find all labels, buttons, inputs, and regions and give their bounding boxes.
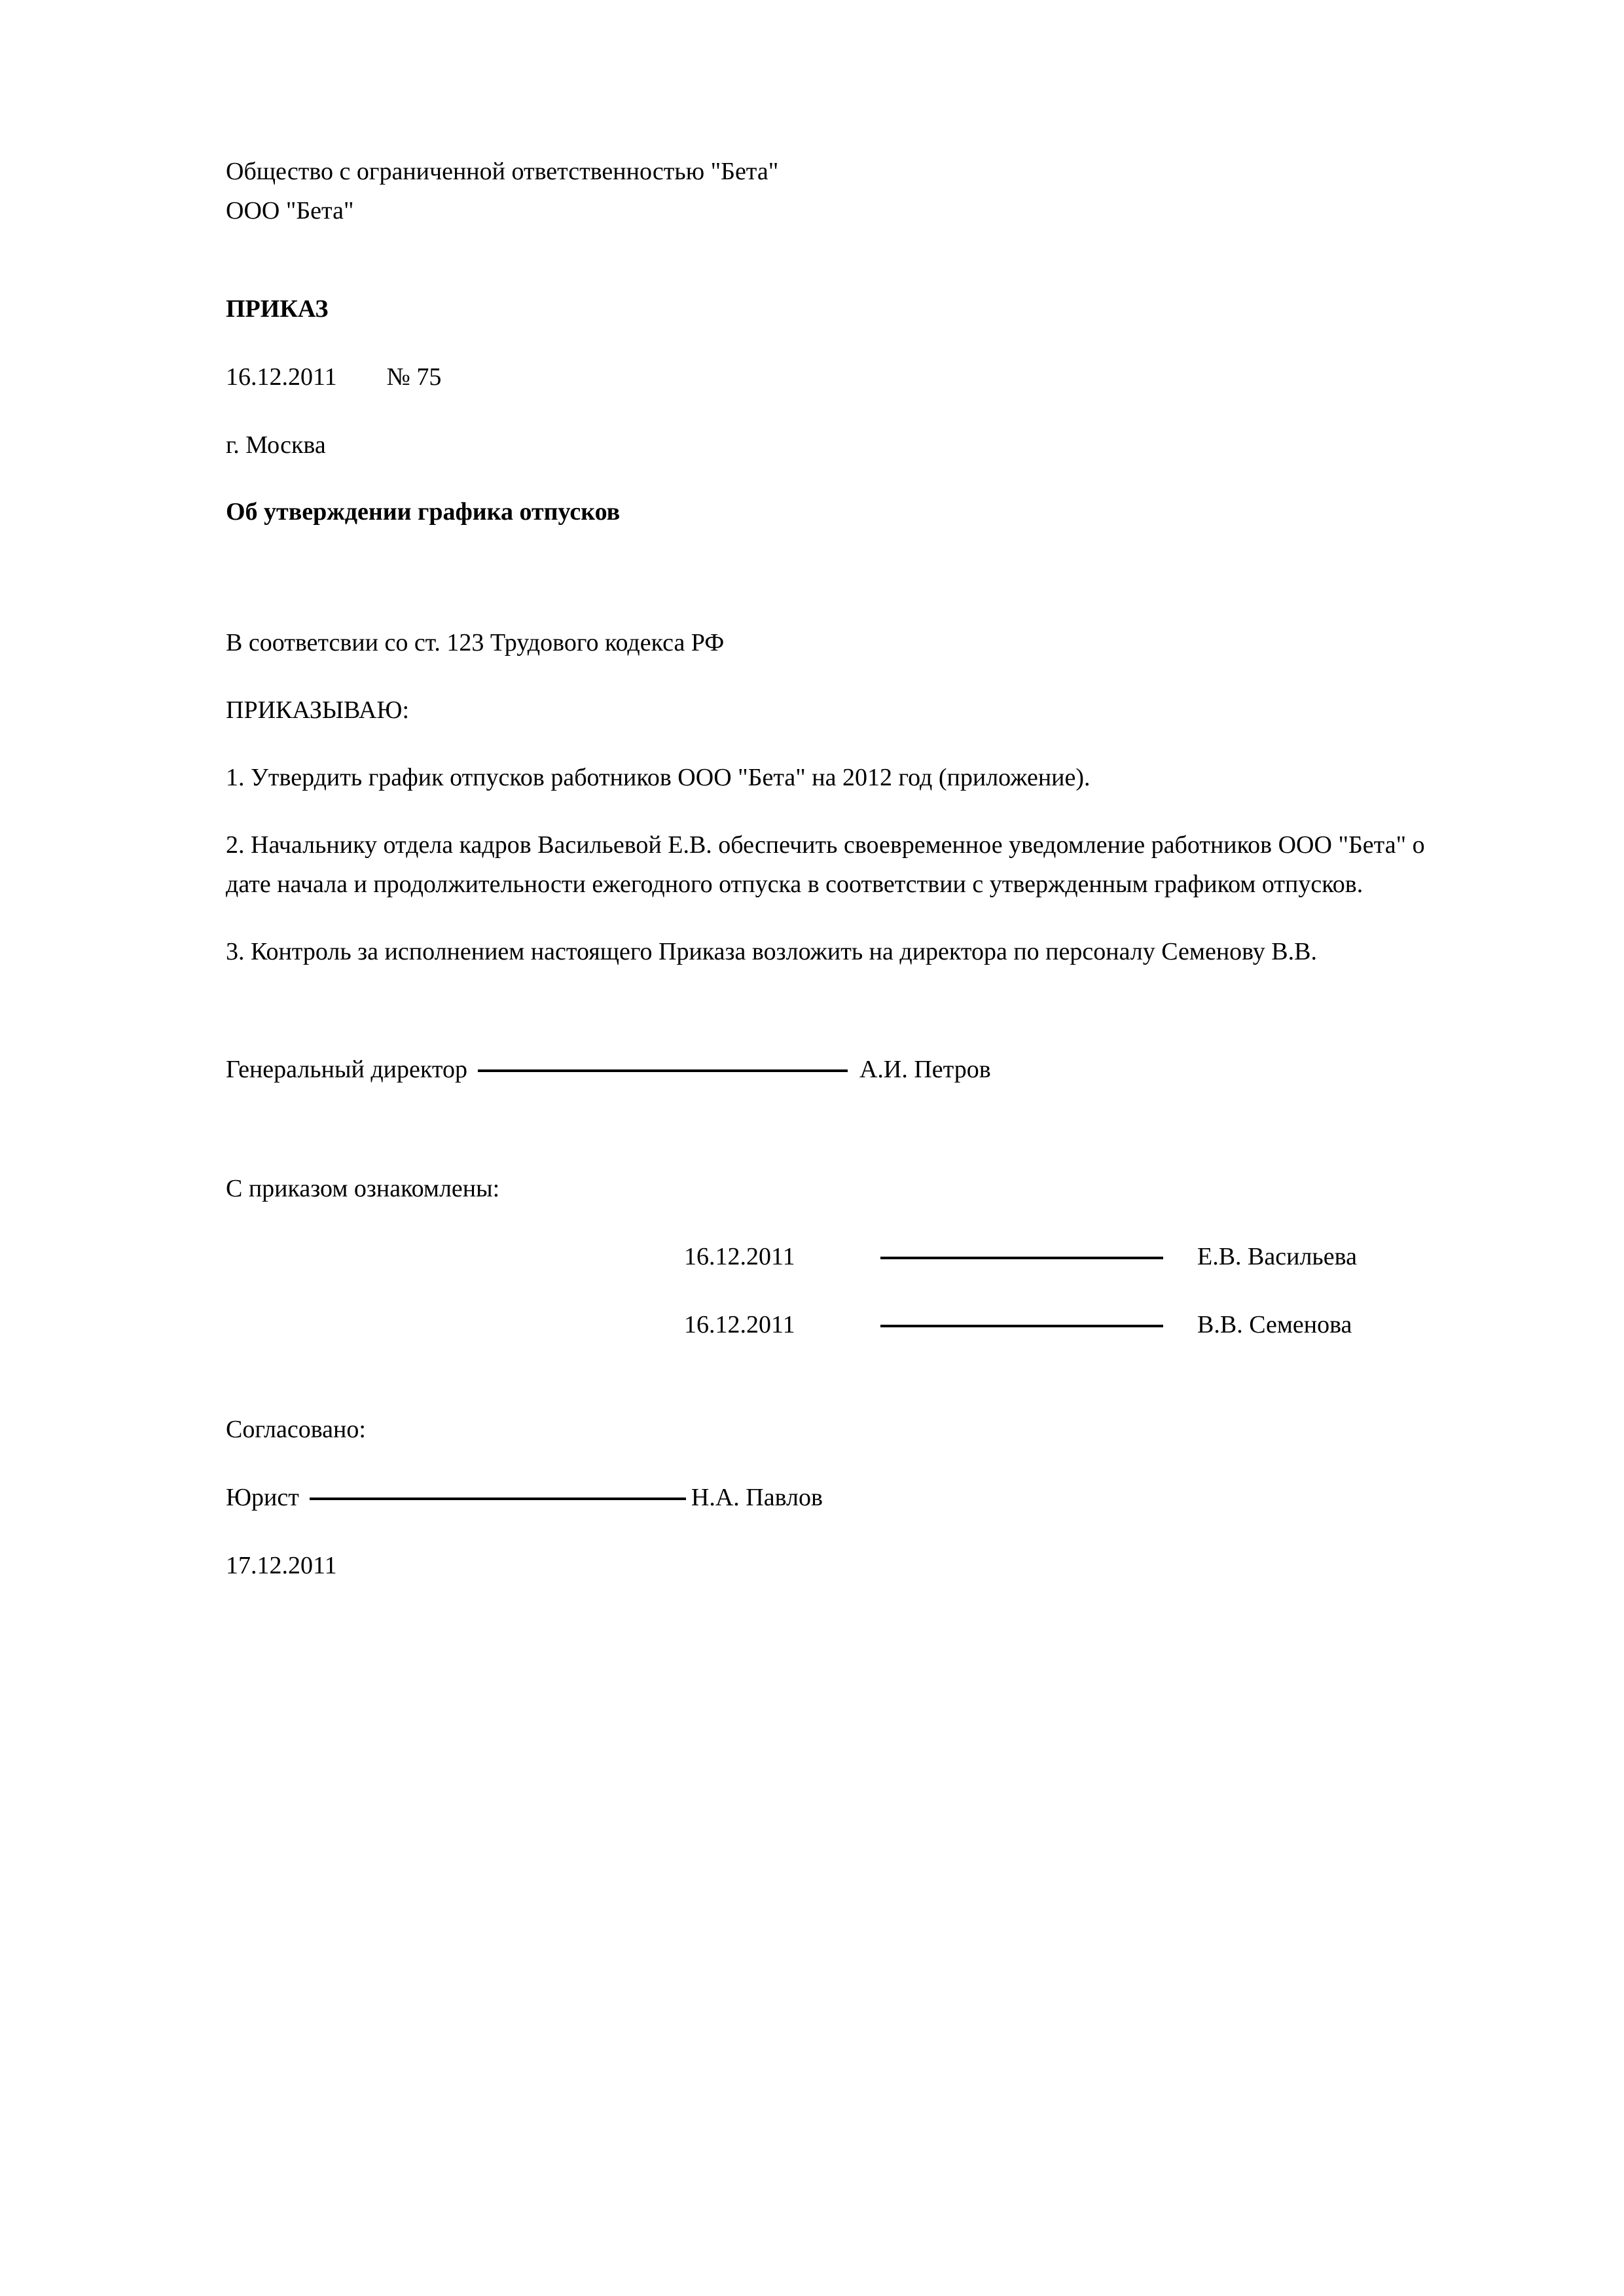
- acknowledgement-heading: С приказом ознакомлены:: [226, 1175, 500, 1202]
- lawyer-signature-rule: [310, 1498, 686, 1500]
- preamble-text: В соответсвии со ст. 123 Трудового кодекса РФ: [226, 629, 725, 656]
- spacer: [226, 662, 1470, 691]
- spacer: [226, 1208, 1470, 1237]
- lawyer-name: Н.А. Павлов: [691, 1484, 823, 1511]
- spacer: [226, 904, 1470, 932]
- organization-full-name: Общество с ограниченной ответственностью "Бета": [226, 158, 779, 185]
- spacer: [226, 797, 1470, 825]
- document-subject: Об утверждении графика отпусков: [226, 498, 621, 526]
- acknowledgement-name: Е.В. Васильева: [1197, 1243, 1357, 1270]
- acknowledgement-signature-rule: [880, 1325, 1163, 1327]
- director-position-label: Генеральный директор: [226, 1056, 467, 1083]
- document-body: [226, 152, 1470, 1585]
- spacer: [226, 1449, 1470, 1478]
- acknowledgement-signature-rule: [880, 1257, 1163, 1259]
- spacer: [226, 397, 1470, 425]
- order-item-3: 3. Контроль за исполнением настоящего Приказа возложить на директора по персоналу Семенову В.В.: [226, 938, 1317, 965]
- acknowledgement-row: [226, 1305, 1470, 1344]
- spacer: [226, 1517, 1470, 1546]
- acknowledgement-date: 16.12.2011: [684, 1311, 795, 1338]
- acknowledgement-row: [226, 1237, 1470, 1276]
- spacer: [226, 465, 1470, 492]
- document-city: г. Москва: [226, 431, 326, 459]
- acknowledgement-date: 16.12.2011: [684, 1243, 795, 1270]
- document-date-number-row: [226, 357, 1470, 397]
- order-keyword: ПРИКАЗЫВАЮ:: [226, 696, 410, 724]
- document-number: № 75: [386, 363, 442, 391]
- director-signature-row: [226, 1050, 1470, 1089]
- approval-date: 17.12.2011: [226, 1552, 337, 1579]
- spacer: [226, 971, 1470, 1050]
- acknowledgement-name: В.В. Семенова: [1197, 1311, 1352, 1338]
- spacer: [226, 1344, 1470, 1410]
- lawyer-signature-row: [226, 1478, 1470, 1517]
- organization-short-name: ООО "Бета": [226, 197, 354, 224]
- order-item-2: 2. Начальнику отдела кадров Васильевой Е.В. обеспечить своевременное уведомление работников ООО "Бета" о дате начала и продолжительности ежегодного отпуска в соответствии с утвержденным графиком отпусков.: [226, 831, 1425, 898]
- spacer: [226, 230, 1470, 289]
- director-name: А.И. Петров: [859, 1056, 991, 1083]
- document-type-heading: ПРИКАЗ: [226, 295, 329, 323]
- spacer: [226, 730, 1470, 758]
- spacer: [226, 531, 1470, 623]
- document-date: 16.12.2011: [226, 363, 337, 391]
- spacer: [226, 329, 1470, 357]
- spacer: [226, 1276, 1470, 1305]
- lawyer-position-label: Юрист: [226, 1484, 299, 1511]
- order-item-1: 1. Утвердить график отпусков работников ООО "Бета" на 2012 год (приложение).: [226, 764, 1091, 791]
- approval-heading: Согласовано:: [226, 1416, 366, 1443]
- spacer: [226, 1089, 1470, 1169]
- director-signature-rule: [478, 1069, 848, 1072]
